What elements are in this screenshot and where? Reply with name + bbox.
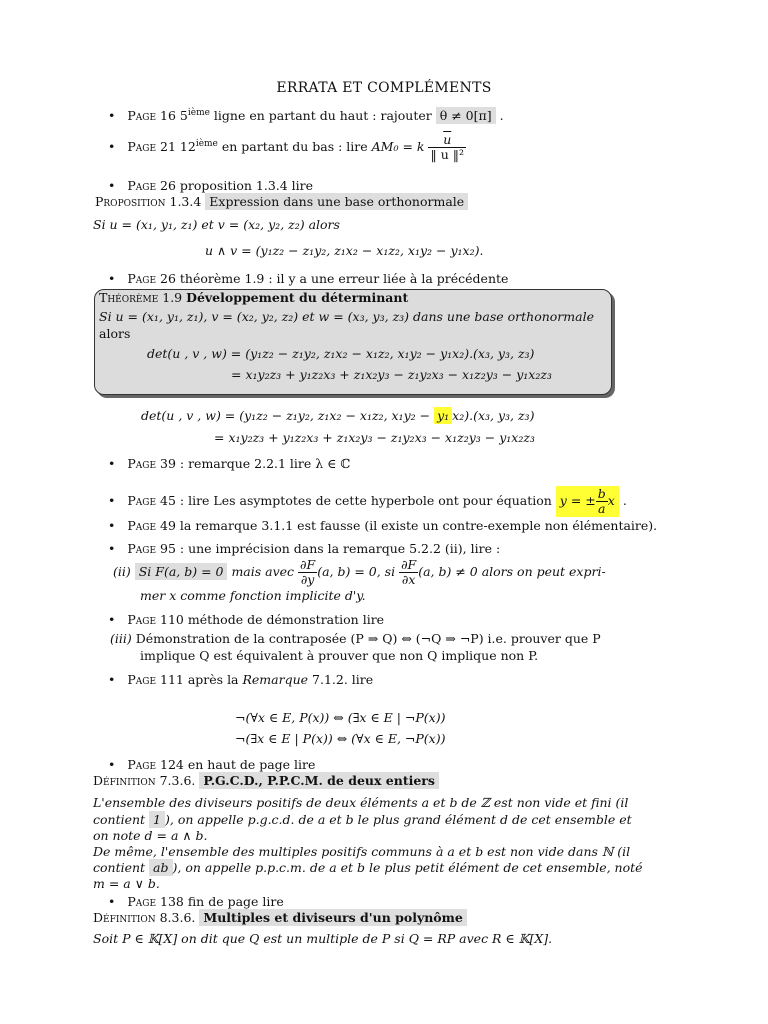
text: : remarque 2.2.1 lire λ ∈ ℂ (175, 456, 351, 471)
remark-label: (ii) (113, 564, 131, 579)
remark-ref: Remarque (242, 672, 309, 687)
superscript: ième (187, 108, 210, 118)
erratum-page-45 (108, 486, 627, 517)
erratum-page-26-prop (108, 178, 313, 193)
page-ref: Page 110 (127, 612, 184, 627)
theorem-heading (99, 290, 408, 305)
numerator: b (597, 486, 606, 501)
denominator: a (598, 501, 606, 516)
formula-part: det(u , v , w) = (y₁z₂ − z₁y₂, z₁x₂ − x₁z₂, x₁y₂ − (141, 408, 435, 423)
proposition-label: Proposition 1.3.4 (95, 194, 202, 209)
text: mais avec (227, 564, 299, 579)
erratum-page-95 (108, 541, 500, 556)
page-ref: Page 16 (127, 108, 176, 124)
text: 12 (179, 139, 196, 154)
logic-formula: ¬(∀x ∈ E, P(x)) ⇔ (∃x ∈ E | ¬P(x)) (235, 710, 446, 725)
remark-ii (113, 558, 606, 587)
erratum-page-111 (108, 672, 373, 687)
text: (a, b) ≠ 0 alors on peut expri- (418, 564, 606, 579)
text: méthode de démonstration lire (183, 612, 385, 627)
definition-label: Définition 8.3.6. (93, 910, 196, 925)
fraction (596, 487, 608, 516)
formula-part: x₂).(x₃, y₃, z₃) (452, 408, 535, 423)
denominator: ∂y (300, 572, 315, 587)
text: après la (183, 672, 243, 687)
page-ref: Page 111 (127, 672, 184, 687)
text: 7.1.2. lire (308, 672, 374, 687)
erratum-page-39 (108, 456, 350, 471)
proposition-formula: u ∧ v = (y₁z₂ − z₁y₂, z₁x₂ − x₁z₂, x₁y₂ − y₁x₂). (205, 243, 484, 258)
text: (a, b) = 0, si (317, 564, 400, 579)
page-ref: Page 138 (127, 894, 184, 909)
text: contient (93, 812, 150, 827)
theorem-formula: = x₁y₂z₃ + y₁z₂x₃ + z₁x₂y₃ − z₁y₂x₃ − x₁z₂y₃ − y₁x₂z₃ (231, 367, 552, 382)
text: contient (93, 860, 150, 875)
erratum-page-21 (108, 133, 466, 162)
formula-part: x (607, 493, 615, 508)
period: . (499, 108, 504, 124)
definition-line: L'ensemble des diviseurs positifs de deux éléments a et b de ℤ est non vide et fini (il (93, 795, 629, 810)
definition-line: on note d = a ∧ b. (93, 828, 208, 843)
highlight: θ ≠ 0[π] (436, 107, 496, 124)
text: théorème 1.9 : il y a une erreur liée à la précédente (175, 271, 509, 286)
numerator: ∂F (401, 557, 417, 572)
highlight: 1 (149, 811, 165, 828)
erratum-page-110 (108, 612, 384, 627)
theorem-label: Théorème 1.9 (99, 290, 183, 305)
denominator: ‖ u ‖² (430, 147, 464, 162)
text: la remarque 3.1.1 est fausse (il existe un contre-exemple non élémentaire). (175, 518, 658, 533)
formula-lhs: AM₀ = k (371, 139, 425, 154)
fraction (298, 558, 317, 587)
text: : une imprécision dans la remarque 5.2.2 (ii), lire : (175, 541, 501, 556)
text: Démonstration de la contraposée (P ⇒ Q) ⇔ (¬Q ⇒ ¬P) i.e. prouver que P (135, 631, 601, 646)
highlight: y₁ (434, 407, 452, 424)
definition-line: m = a ∨ b. (93, 876, 160, 891)
definition-heading (93, 773, 439, 788)
definition-line (93, 860, 643, 875)
text: proposition 1.3.4 lire (175, 178, 314, 193)
page-title: ERRATA ET COMPLÉMENTS (276, 80, 492, 96)
formula-part: y = ± (559, 493, 596, 508)
remark-iii-line: implique Q est équivalent à prouver que non Q implique non P. (140, 648, 539, 663)
fraction (399, 558, 418, 587)
page-ref: Page 39 (127, 456, 176, 471)
highlight: ab (149, 859, 172, 876)
text: ligne en partant du haut : rajouter (209, 108, 436, 124)
proposition-title: Expression dans une base orthonormale (205, 193, 468, 210)
text: : lire Les asymptotes de cette hyperbole ont pour équation (175, 493, 556, 508)
numerator: ∂F (300, 557, 316, 572)
erratum-page-49 (108, 518, 657, 533)
page-ref: Page 95 (127, 541, 176, 556)
fraction (428, 133, 466, 162)
definition-label: Définition 7.3.6. (93, 773, 196, 788)
theorem-line: alors (99, 326, 131, 341)
remark-label: (iii) (110, 631, 132, 646)
theorem-line: Si u = (x₁, y₁, z₁), v = (x₂, y₂, z₂) et w = (x₃, y₃, z₃) dans une base orthonormale (99, 309, 594, 324)
page-ref: Page 26 (127, 178, 176, 193)
erratum-page-16 (108, 108, 504, 123)
proposition-line: Si u = (x₁, y₁, z₁) et v = (x₂, y₂, z₂) alors (93, 217, 340, 232)
erratum-page-26-thm (108, 271, 508, 286)
definition-title: P.G.C.D., P.P.C.M. de deux entiers (199, 772, 439, 789)
remark-iii (110, 631, 601, 646)
text: en haut de page lire (183, 757, 316, 772)
definition-line: Soit P ∈ 𝕂[X] on dit que Q est un multiple de P si Q = RP avec R ∈ 𝕂[X]. (93, 931, 553, 946)
text: ), on appelle p.g.c.d. de a et b le plus grand élément d de cet ensemble et (165, 812, 632, 827)
page-ref: Page 26 (127, 271, 176, 286)
text: ), on appelle p.p.c.m. de a et b le plus petit élément de cet ensemble, noté (172, 860, 643, 875)
corrected-formula: = x₁y₂z₃ + y₁z₂x₃ + z₁x₂y₃ − z₁y₂x₃ − x₁z₂y₃ − y₁x₂z₃ (214, 430, 535, 445)
corrected-formula (141, 408, 534, 423)
definition-heading (93, 910, 467, 925)
text: fin de page lire (183, 894, 284, 909)
numerator: $\overline{u}$ (428, 133, 466, 148)
denominator: ∂x (401, 572, 416, 587)
erratum-page-124 (108, 757, 315, 772)
page-ref: Page 21 (127, 139, 176, 154)
theorem-formula: det(u , v , w) = (y₁z₂ − z₁y₂, z₁x₂ − x₁z₂, x₁y₂ − y₁x₂).(x₃, y₃, z₃) (147, 346, 535, 361)
highlight: Si F(a, b) = 0 (135, 563, 228, 580)
definition-line (93, 812, 632, 827)
remark-ii-line: mer x comme fonction implicite d'y. (140, 588, 366, 603)
page-ref: Page 45 (127, 493, 176, 508)
superscript: ième (195, 138, 218, 149)
page-ref: Page 49 (127, 518, 176, 533)
proposition-heading (95, 194, 468, 209)
logic-formula: ¬(∃x ∈ E | P(x)) ⇔ (∀x ∈ E, ¬P(x)) (235, 731, 446, 746)
definition-line: De même, l'ensemble des multiples positifs communs à a et b est non vide dans ℕ (il (93, 844, 631, 859)
theorem-title: Développement du déterminant (186, 290, 409, 305)
erratum-page-138 (108, 894, 284, 909)
definition-title: Multiples et diviseurs d'un polynôme (199, 909, 466, 926)
text: en partant du bas : lire (217, 139, 372, 154)
page-ref: Page 124 (127, 757, 184, 772)
period: . (622, 493, 627, 508)
highlight (556, 486, 619, 517)
text: 5 (179, 108, 188, 124)
